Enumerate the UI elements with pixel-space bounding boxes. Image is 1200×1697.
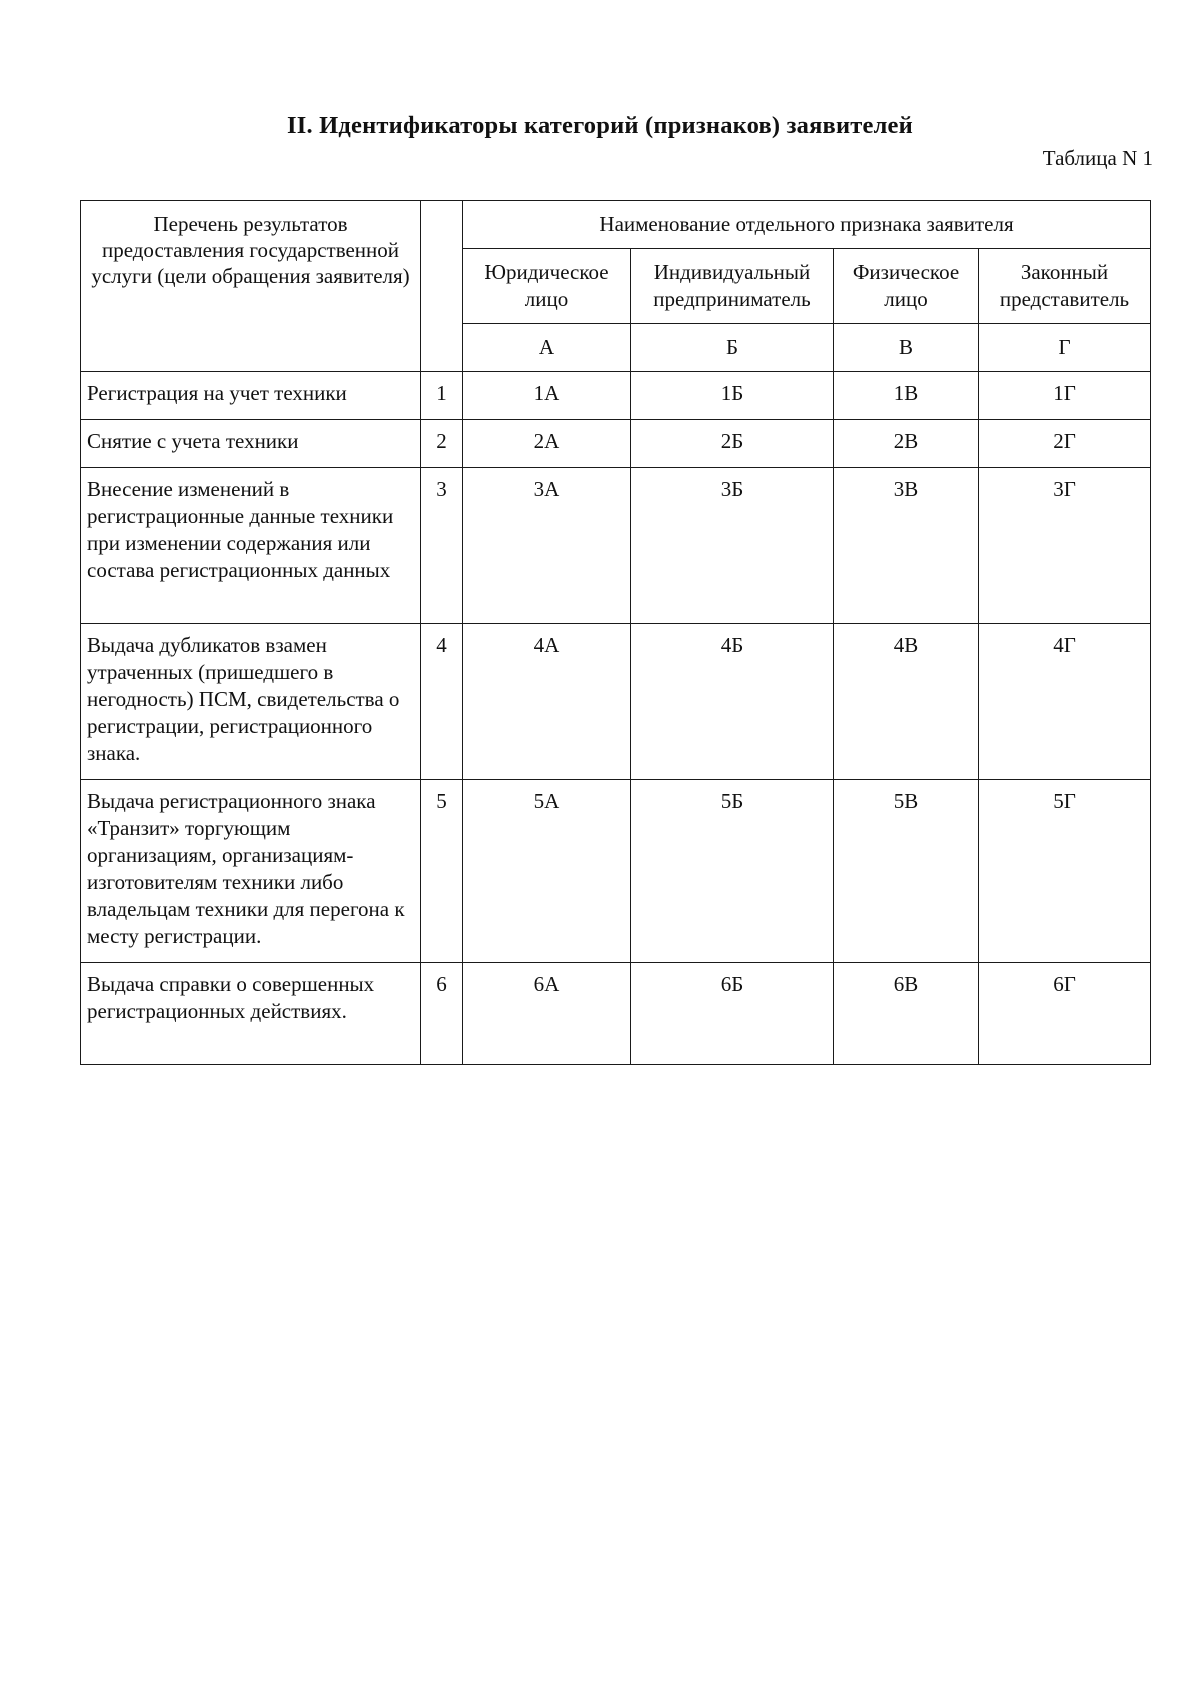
column-header-representative: Законный представитель <box>979 249 1151 324</box>
page-title: II. Идентификаторы категорий (признаков) заявителей <box>287 112 913 139</box>
column-letter: Б <box>631 324 834 372</box>
row-number: 2 <box>421 420 463 468</box>
row-code: 2Б <box>631 420 834 468</box>
row-number: 4 <box>421 624 463 780</box>
header-number-blank <box>421 201 463 372</box>
row-code: 4Б <box>631 624 834 780</box>
table-row <box>81 780 1151 963</box>
applicant-categories-table <box>80 200 1151 1065</box>
row-code: 3Б <box>631 468 834 624</box>
column-letter: Г <box>979 324 1151 372</box>
row-label: Выдача регистрационного знака «Транзит» торгующим организациям, организациям-изготовителям техники либо владельцам техники для перегона к месту регистрации. <box>81 780 421 963</box>
row-code: 6А <box>463 963 631 1065</box>
row-code: 1Г <box>979 372 1151 420</box>
row-label: Внесение изменений в регистрационные данные техники при изменении содержания или состава регистрационных данных <box>81 468 421 624</box>
column-header-individual: Физическое лицо <box>834 249 979 324</box>
row-code: 6Г <box>979 963 1151 1065</box>
column-header-legal-entity: Юридическое лицо <box>463 249 631 324</box>
row-label: Снятие с учета техники <box>81 420 421 468</box>
row-number: 1 <box>421 372 463 420</box>
row-code: 4В <box>834 624 979 780</box>
row-number: 3 <box>421 468 463 624</box>
row-code: 1А <box>463 372 631 420</box>
row-code: 1Б <box>631 372 834 420</box>
column-letter: А <box>463 324 631 372</box>
row-number: 5 <box>421 780 463 963</box>
row-number: 6 <box>421 963 463 1065</box>
row-code: 5Б <box>631 780 834 963</box>
table-row <box>81 963 1151 1065</box>
row-label: Выдача справки о совершенных регистрационных действиях. <box>81 963 421 1065</box>
table-row <box>81 468 1151 624</box>
row-code: 2А <box>463 420 631 468</box>
row-code: 4А <box>463 624 631 780</box>
row-code: 2В <box>834 420 979 468</box>
row-code: 3В <box>834 468 979 624</box>
row-code: 5В <box>834 780 979 963</box>
column-header-entrepreneur: Индивидуальный предприниматель <box>631 249 834 324</box>
header-applicant-attribute: Наименование отдельного признака заявителя <box>463 201 1151 249</box>
row-code: 3А <box>463 468 631 624</box>
row-code: 5А <box>463 780 631 963</box>
table-row <box>81 372 1151 420</box>
table-number: Таблица N 1 <box>1042 146 1153 170</box>
table-row <box>81 420 1151 468</box>
row-code: 5Г <box>979 780 1151 963</box>
column-letter: В <box>834 324 979 372</box>
table-row <box>81 624 1151 780</box>
row-label: Выдача дубликатов взамен утраченных (пришедшего в негодность) ПСМ, свидетельства о регистрации, регистрационного знака. <box>81 624 421 780</box>
row-code: 3Г <box>979 468 1151 624</box>
header-results-list: Перечень результатов предоставления государственной услуги (цели обращения заявителя) <box>81 201 421 372</box>
row-code: 2Г <box>979 420 1151 468</box>
row-code: 6В <box>834 963 979 1065</box>
row-code: 6Б <box>631 963 834 1065</box>
row-label: Регистрация на учет техники <box>81 372 421 420</box>
row-code: 1В <box>834 372 979 420</box>
row-code: 4Г <box>979 624 1151 780</box>
